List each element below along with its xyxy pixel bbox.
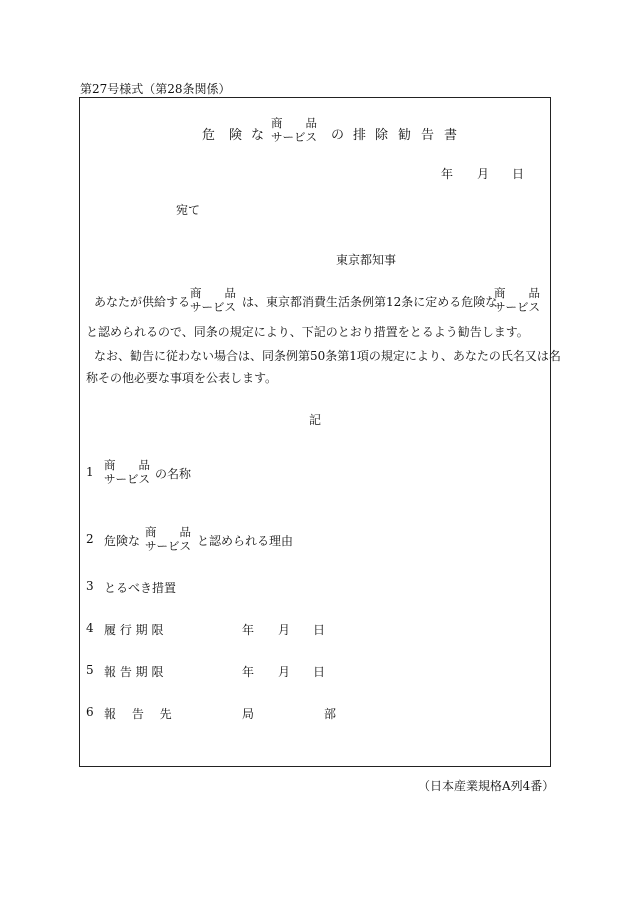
title-char: 書 <box>444 128 458 143</box>
item5-year: 年 <box>242 665 255 679</box>
item4-day: 日 <box>313 623 326 637</box>
para1-mid: は、東京都消費生活条例第12条に定める危険な <box>242 295 498 309</box>
item5-month: 月 <box>278 665 291 679</box>
title-char: 勧 <box>398 128 412 143</box>
form-number: 第27号様式（第28条関係） <box>80 82 231 96</box>
item-number: 2 <box>86 532 94 546</box>
item-number: 4 <box>86 621 94 635</box>
title-char: の <box>331 128 345 143</box>
title-char: 険 <box>229 128 243 143</box>
date-month: 月 <box>477 167 490 181</box>
addressee: 宛て <box>176 203 201 217</box>
ki-heading: 記 <box>309 413 322 427</box>
item4-year: 年 <box>242 623 255 637</box>
paper-size-note: （日本産業規格A列4番） <box>418 779 555 793</box>
para2-line1: なお、勧告に従わない場合は、同条例第50条第1項の規定により、あなたの氏名又は名 <box>94 349 561 363</box>
item6-kyoku: 局 <box>242 707 255 721</box>
item5-label: 報 告 期 限 <box>104 665 164 679</box>
item-number: 3 <box>86 579 94 593</box>
item-number: 5 <box>86 663 94 677</box>
issuer: 東京都知事 <box>336 253 397 267</box>
date-year: 年 <box>441 167 454 181</box>
item6-bu: 部 <box>324 707 337 721</box>
title-char: 告 <box>421 128 435 143</box>
para1-start: あなたが供給する <box>94 295 191 309</box>
item-number: 1 <box>86 465 94 479</box>
item2-before: 危険な <box>104 534 141 548</box>
title-stack: 商 品 サービス <box>271 116 317 144</box>
title-char: 危 <box>202 128 216 143</box>
item1-stack: 商 品 サービス <box>104 458 150 486</box>
title-char: 排 <box>353 128 367 143</box>
item4-month: 月 <box>278 623 291 637</box>
item5-day: 日 <box>313 665 326 679</box>
item2-stack: 商 品 サービス <box>145 525 191 553</box>
para1-line2: と認められるので、同条の規定により、下記のとおり措置をとるよう勧告します。 <box>86 325 529 339</box>
item3-label: とるべき措置 <box>104 581 177 595</box>
para1-stack-1: 商 品 サービス <box>190 286 236 314</box>
item6-label: 報 告 先 <box>104 707 172 721</box>
title-char: 除 <box>375 128 389 143</box>
date-day: 日 <box>512 167 525 181</box>
item1-label: の名称 <box>155 467 192 481</box>
title-char: な <box>251 128 265 143</box>
item2-after: と認められる理由 <box>197 534 294 548</box>
item4-label: 履 行 期 限 <box>104 623 164 637</box>
para1-stack-2: 商 品 サービス <box>494 286 540 314</box>
item-number: 6 <box>86 705 94 719</box>
para2-line2: 称その他必要な事項を公表します。 <box>86 371 278 385</box>
